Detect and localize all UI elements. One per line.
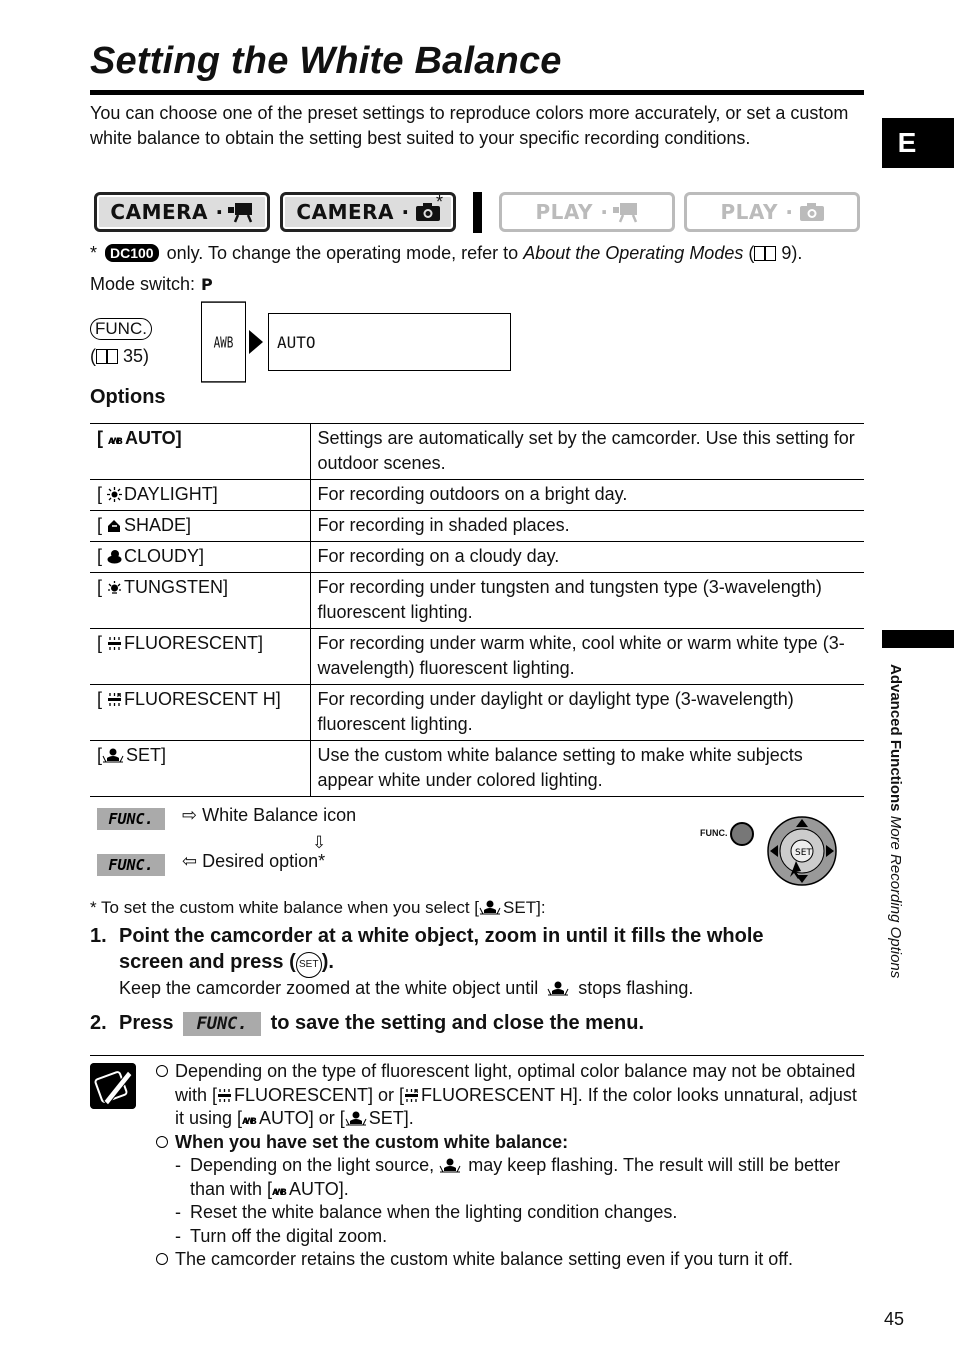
- option-name: [ DAYLIGHT]: [90, 480, 310, 511]
- svg-text:H: H: [117, 693, 122, 699]
- flow-step-2: ⇦ Desired option*: [182, 851, 326, 871]
- option-name: [ FLUORESCENT]: [90, 629, 310, 685]
- svg-text:AWB: AWB: [242, 1117, 258, 1126]
- arrow-right-icon: ⇨: [182, 805, 198, 825]
- custom-wb-icon: [345, 1111, 367, 1126]
- option-desc: Settings are automatically set by the camcorder. Use this setting for outdoor scenes.: [310, 424, 864, 480]
- note-subitem: - Turn off the digital zoom.: [154, 1225, 866, 1249]
- fluorescent-h-icon: [404, 1088, 419, 1103]
- step-1-detail: Keep the camcorder zoomed at the white object until stops flashing.: [119, 978, 694, 998]
- option-name: [ SET]: [90, 741, 310, 797]
- mode-separator: [473, 192, 482, 233]
- notes-section: [154, 1060, 866, 1272]
- fluorescent-icon: [217, 1088, 232, 1103]
- svg-text:AWB: AWB: [108, 437, 123, 446]
- custom-wb-icon: [479, 900, 501, 915]
- options-heading: Options: [90, 386, 166, 408]
- table-row: [90, 573, 864, 629]
- page-number: 45: [884, 1309, 905, 1329]
- arrow-left-icon: ⇦: [182, 851, 198, 871]
- set-footnote: * To set the custom white balance when you select [ SET]:: [90, 898, 546, 917]
- step-2: 2. Press FUNC. to save the setting and close the menu.: [90, 1012, 645, 1034]
- func-chip: FUNC.: [97, 854, 165, 876]
- model-note: * DC100 only. To change the operating mode, refer to About the Operating Modes ( 9).: [90, 243, 803, 263]
- mode-switch-value: P: [201, 275, 213, 294]
- flow-step-1: ⇨ White Balance icon: [182, 805, 357, 825]
- custom-wb-icon: [102, 748, 124, 763]
- awb-icon: [108, 431, 123, 446]
- bulb-icon: [107, 580, 122, 595]
- table-row: [90, 424, 864, 480]
- func-button-label: FUNC.: [90, 318, 152, 340]
- option-name: [ CLOUDY]: [90, 542, 310, 573]
- func-chip: FUNC.: [97, 808, 165, 830]
- option-desc: For recording under warm white, cool white or warm white type (3-wavelength) fluorescent lighting.: [310, 629, 864, 685]
- mode-play-movie: [499, 192, 675, 232]
- controller-func-label: FUNC.: [700, 828, 728, 838]
- option-desc: Use the custom white balance setting to make white subjects appear white under colored lighting.: [310, 741, 864, 797]
- mode-label: PLAY ·: [720, 200, 794, 224]
- cloud-icon: [107, 549, 122, 564]
- option-desc: For recording on a cloudy day.: [310, 542, 864, 573]
- fluorescent-h-icon: [107, 692, 122, 707]
- mode-camera-still: [280, 192, 456, 232]
- option-name: [ H FLUORESCENT H]: [90, 685, 310, 741]
- mode-label: PLAY ·: [535, 200, 609, 224]
- notes-divider: [90, 1055, 864, 1056]
- func-chip: FUNC.: [183, 1012, 261, 1036]
- book-icon: [754, 246, 776, 261]
- mode-camera-movie: [94, 192, 270, 232]
- movie-camera-icon: [613, 201, 639, 223]
- note-item: Depending on the type of fluorescent light, optimal color balance may not be obtained with [ FLUORESCENT] or [ H FLUORESCENT H]. If the color looks unnatural, adjust it using [ AWB AUTO] or [ SET].: [154, 1060, 866, 1131]
- memo-pencil-icon: [90, 1063, 136, 1109]
- awb-menu-icon: AWB: [201, 301, 246, 382]
- book-icon: [96, 349, 118, 364]
- awb-icon: [272, 1182, 287, 1197]
- joystick-icon: [766, 815, 838, 887]
- option-name: [ AWB AUTO]: [90, 424, 310, 480]
- step-1: 1. Point the camcorder at a white object, zoom in until it fills the whole screen and press ( SET ).: [90, 923, 864, 977]
- note-item: When you have set the custom white balance:: [154, 1131, 866, 1155]
- shade-house-icon: [107, 518, 122, 533]
- option-desc: For recording under tungsten and tungsten type (3-wavelength) fluorescent lighting.: [310, 573, 864, 629]
- movie-camera-icon: [228, 201, 254, 223]
- option-desc: For recording outdoors on a bright day.: [310, 480, 864, 511]
- title-underline: [90, 90, 864, 95]
- custom-wb-icon: [439, 1158, 461, 1173]
- option-desc: For recording in shaded places.: [310, 511, 864, 542]
- note-item: The camcorder retains the custom white balance setting even if you turn it off.: [154, 1248, 866, 1272]
- set-button-icon: SET: [296, 952, 322, 978]
- mode-footnote-star: *: [436, 192, 444, 212]
- page-title: Setting the White Balance: [90, 40, 562, 82]
- table-row: [90, 511, 864, 542]
- table-row: [90, 685, 864, 741]
- custom-wb-icon: [547, 981, 569, 996]
- func-button-icon: [730, 822, 754, 846]
- set-label: SET: [795, 848, 812, 858]
- svg-text:AWB: AWB: [272, 1187, 288, 1197]
- intro-paragraph: You can choose one of the preset settings to reproduce colors more accurately, or set a custom white balance to obtain the setting best suited to your specific recording conditions.: [90, 103, 849, 148]
- option-name: [ SHADE]: [90, 511, 310, 542]
- reference-title: About the Operating Modes: [523, 243, 744, 263]
- note-subitem: - Reset the white balance when the lighting condition changes.: [154, 1201, 866, 1225]
- mode-play-still: [684, 192, 860, 232]
- language-tab: E: [882, 118, 954, 168]
- option-desc: For recording under daylight or daylight type (3-wavelength) fluorescent lighting.: [310, 685, 864, 741]
- still-camera-icon: [800, 203, 824, 221]
- func-page-ref: ( 35): [90, 346, 150, 366]
- auto-setting-box: AUTO: [268, 313, 511, 371]
- fluorescent-icon: [107, 636, 122, 651]
- sun-icon: [107, 487, 122, 502]
- option-name: [ TUNGSTEN]: [90, 573, 310, 629]
- arrow-down-icon: ⇩: [312, 833, 327, 852]
- note-subitem: - Depending on the light source, may keep flashing. The result will still be better than with [ AWB AUTO].: [154, 1154, 866, 1201]
- section-label: Advanced Functions More Recording Options: [887, 664, 904, 979]
- table-row: [90, 741, 864, 797]
- arrow-right-icon: [249, 330, 263, 354]
- mode-label: CAMERA ·: [296, 200, 410, 224]
- model-badge: DC100: [105, 244, 159, 262]
- section-marker: [882, 630, 954, 648]
- options-table: [90, 423, 864, 797]
- mode-label: CAMERA ·: [110, 200, 224, 224]
- table-row: [90, 480, 864, 511]
- awb-icon: [242, 1111, 257, 1126]
- table-row: [90, 629, 864, 685]
- table-row: [90, 542, 864, 573]
- svg-text:H: H: [414, 1088, 419, 1095]
- mode-switch-line: Mode switch: P: [90, 274, 213, 294]
